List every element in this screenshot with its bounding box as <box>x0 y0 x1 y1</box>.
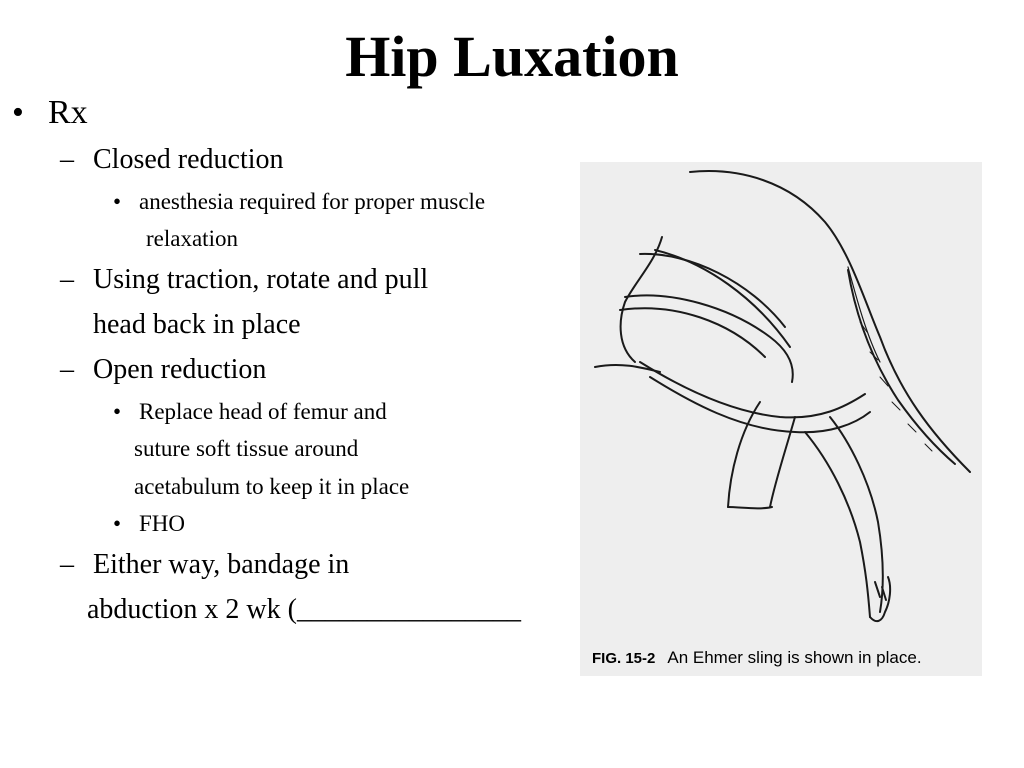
bullet-marker: • <box>113 189 122 214</box>
subbullet-traction-line2: head back in place <box>93 309 301 340</box>
bullet-marker: • <box>12 94 24 131</box>
subbullet-closed-reduction: Closed reduction <box>93 144 284 175</box>
slide-title: Hip Luxation <box>345 24 679 89</box>
ehmer-sling-illustration <box>580 162 982 676</box>
subbullet-either-line1: Either way, bandage in <box>93 549 350 580</box>
figure-caption-text: An Ehmer sling is shown in place. <box>667 648 922 667</box>
subbullet-either-line2: abduction x 2 wk (________________ <box>87 594 521 625</box>
figure-caption-number: FIG. 15-2 <box>592 650 656 667</box>
detail-fho: FHO <box>139 511 186 536</box>
subbullet-open-reduction: Open reduction <box>93 354 267 385</box>
figure-caption <box>592 647 922 670</box>
dash-marker: – <box>60 144 74 175</box>
dash-marker: – <box>60 549 74 580</box>
bullet-marker: • <box>113 511 122 536</box>
dash-marker: – <box>60 354 74 385</box>
ehmer-sling-figure <box>580 162 982 676</box>
dash-marker: – <box>60 264 74 295</box>
detail-replace-line3: acetabulum to keep it in place <box>134 474 410 499</box>
detail-anesthesia-line2: relaxation <box>146 226 238 251</box>
detail-replace-line2: suture soft tissue around <box>134 436 359 461</box>
bullet-marker: • <box>113 399 122 424</box>
subbullet-traction-line1: Using traction, rotate and pull <box>93 264 429 295</box>
detail-replace-line1: Replace head of femur and <box>139 399 387 424</box>
bullet-rx: Rx <box>48 94 88 131</box>
detail-anesthesia-line1: anesthesia required for proper muscle <box>139 189 486 214</box>
